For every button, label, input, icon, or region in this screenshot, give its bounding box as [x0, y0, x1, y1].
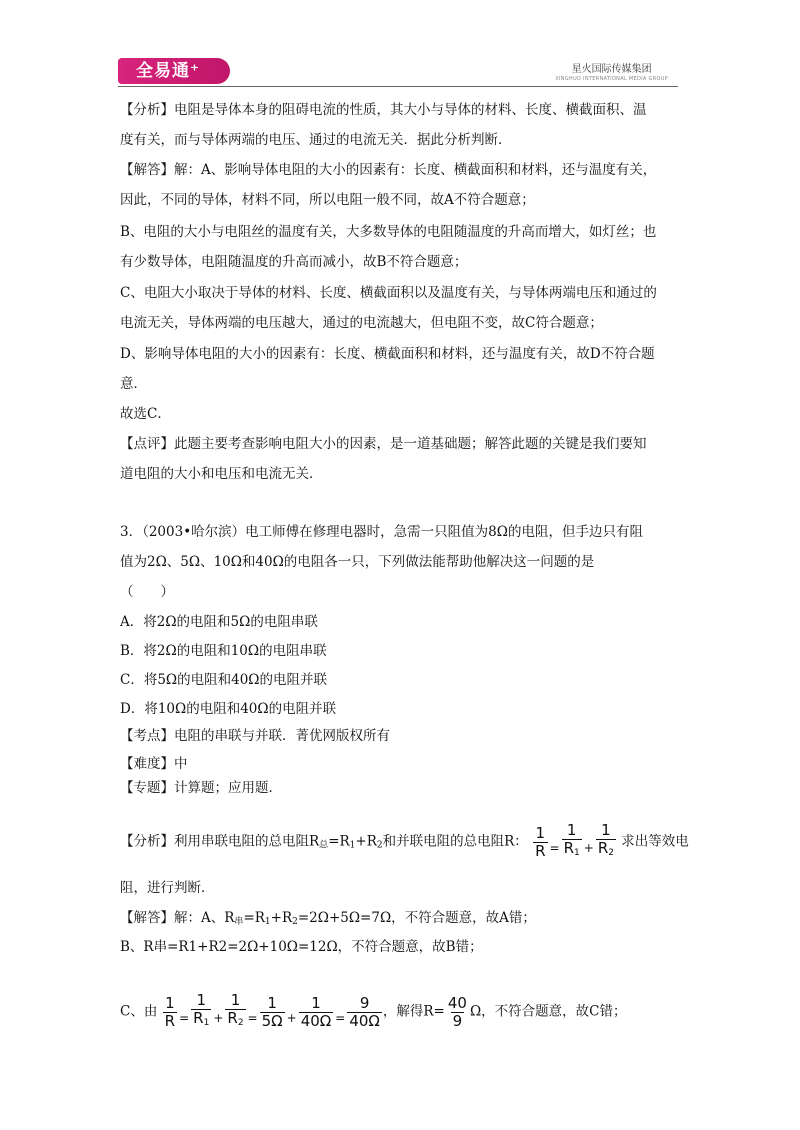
option-a: A．将2Ω的电阻和5Ω的电阻串联: [120, 614, 318, 630]
option-b: B．将2Ω的电阻和10Ω的电阻串联: [120, 643, 327, 659]
analysis-text: =R: [328, 833, 350, 850]
company-name-en: XINGHUO INTERNATIONAL MEDIA GROUP: [555, 76, 668, 82]
fraction-1-over-r1: $\frac{1}{R_1}$: [191, 992, 211, 1032]
company-name: [555, 60, 668, 82]
analysis-text: 和并联电阻的总电阻R：: [382, 833, 528, 850]
equals-sign: =: [179, 1010, 190, 1025]
answer-line-5: C、电阻大小取决于导体的材料、长度、横截面积以及温度有关，与导体两端电压和通过的: [120, 285, 657, 301]
analysis-text: 求出等效电: [621, 833, 689, 850]
fraction-40-over-9: $\frac{40}{9}$: [447, 993, 467, 1030]
fraction-1-over-r2: $\frac{1}{R_2}$: [596, 822, 616, 862]
plus-sign: +: [583, 840, 594, 855]
company-name-cn: 星火国际传媒集团: [571, 64, 652, 75]
answer-line-4: 有少数导体，电阻随温度的升高而减小，故B不符合题意；: [120, 254, 468, 270]
header-divider: [118, 86, 678, 87]
fraction-1-over-r: $\frac{1}{R}$: [164, 993, 176, 1030]
analysis-text: 【分析】利用串联电阻的总电阻R: [120, 833, 320, 850]
subscript: 1: [349, 840, 356, 851]
question-line-3: （ ）: [120, 584, 174, 600]
answer-line-1: 【解答】解：A、影响导体电阻的大小的因素有：长度、横截面积和材料，还与温度有关，: [120, 162, 657, 178]
analysis-formula-line: [120, 822, 689, 866]
solution-a: 【解答】解：A、$R_串=R_1+R_2=2\Omega+5\Omega=7\Omega$，不符合题意，故A错；: [120, 910, 536, 927]
fraction-1-over-40: $\frac{1}{40\Omega}$: [300, 993, 332, 1030]
answer-line-6: 电流无关，导体两端的电压越大，通过的电流越大，但电阻不变，故C符合题意；: [120, 315, 603, 331]
comment-line-2: 道电阻的大小和电压和电流无关．: [120, 466, 323, 482]
analysis-line-end: 阻，进行判断．: [120, 880, 215, 896]
solution-b: B、R串=R1+R2=2Ω+10Ω=12Ω，不符合题意，故B错；: [120, 939, 483, 955]
fraction-1-over-r2: $\frac{1}{R_2}$: [225, 992, 245, 1032]
fraction-1-over-5: $\frac{1}{5\Omega}$: [261, 993, 283, 1030]
solution-c: C、由 $\frac{1}{R}$ = $\frac{1}{R_1}$ + $\frac{1}{R_2}$ = $\frac{1}{5\Omega}$ + $\frac{1}{40\Omega}$ = $\frac{9}{40\Omega}$ ，解得R= $\frac{40}{9}$ Ω，不符合题意，故C错；: [120, 992, 626, 1037]
answer-line-2: 因此，不同的导体，材料不同，所以电阻一般不同，故A不符合题意；: [120, 192, 535, 208]
subscript: 总: [319, 840, 329, 851]
option-d: D．将10Ω的电阻和40Ω的电阻并联: [120, 701, 337, 717]
knowledge-point: 【考点】电阻的串联与并联．菁优网版权所有: [120, 728, 390, 744]
difficulty: 【难度】中: [120, 756, 188, 772]
question-line-2: 值为2Ω、5Ω、10Ω和40Ω的电阻各一只，下列做法能帮助他解决这一问题的是: [120, 554, 595, 570]
question-line-1: 3．（2003•哈尔滨）电工师傅在修理电器时，急需一只阻值为8Ω的电阻，但手边只有阻: [120, 524, 643, 540]
answer-line-8: 意．: [120, 376, 147, 392]
subscript: 2: [376, 840, 383, 851]
comment-line-1: 【点评】此题主要考查影响电阻大小的因素，是一道基础题；解答此题的关键是我们要知: [120, 436, 647, 452]
fraction-1-over-r: $\frac{1}{R}$: [535, 823, 546, 860]
plus-sign: +: [213, 1010, 224, 1025]
answer-line-7: D、影响导体电阻的大小的因素有：长度、横截面积和材料，还与温度有关，故D不符合题: [120, 346, 655, 362]
fraction-1-over-r1: $\frac{1}{R_1}$: [562, 822, 582, 862]
answer-line-3: B、电阻的大小与电阻丝的温度有关，大多数导体的电阻随温度的升高而增大，如灯丝；也: [120, 224, 657, 240]
equals-sign: =: [247, 1010, 258, 1025]
brand-logo: 全易通⁺: [118, 58, 230, 84]
choice-line: 故选C．: [120, 406, 171, 422]
analysis-line-2: 度有关，而与导体两端的电压、通过的电流无关．据此分析判断．: [120, 132, 512, 148]
analysis-text: +R: [355, 833, 377, 850]
equals-sign: =: [335, 1010, 346, 1025]
option-c: C．将5Ω的电阻和40Ω的电阻并联: [120, 672, 327, 688]
page-header: [118, 56, 678, 86]
fraction-9-over-40: $\frac{9}{40\Omega}$: [349, 993, 380, 1030]
plus-sign: +: [286, 1010, 297, 1025]
analysis-line-1: 【分析】电阻是导体本身的阻碍电流的性质，其大小与导体的材料、长度、横截面积、温: [120, 102, 647, 118]
equals-sign: =: [549, 840, 560, 855]
topic: 【专题】计算题；应用题．: [120, 780, 282, 796]
